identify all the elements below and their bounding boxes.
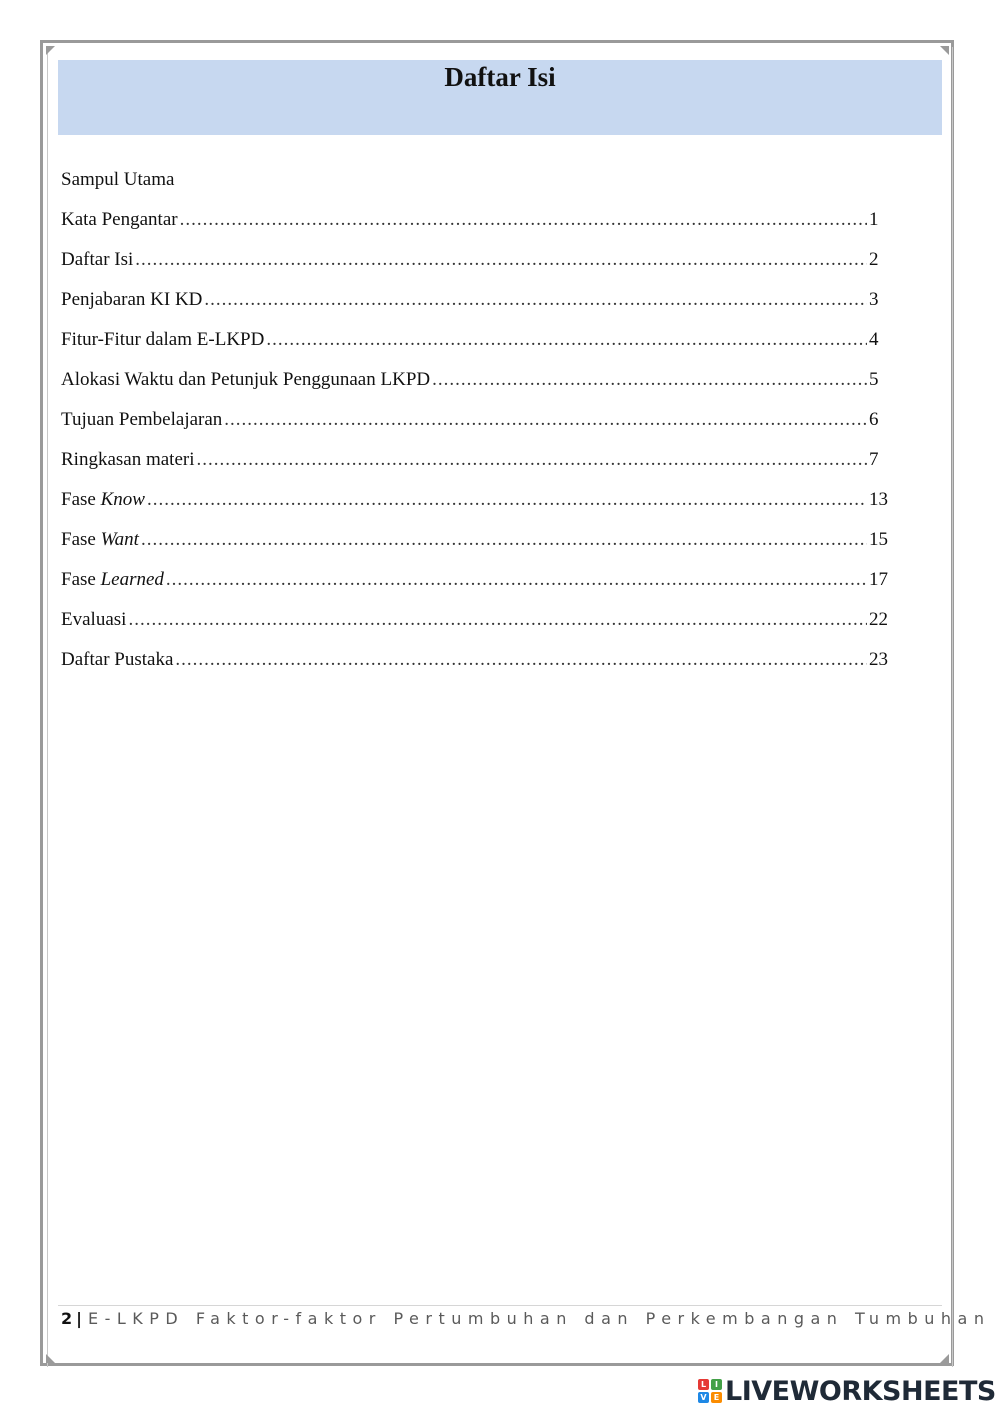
toc-entry-page-number: 4 — [869, 329, 879, 350]
toc-dot-leader — [180, 206, 867, 234]
toc-entry[interactable] — [61, 486, 891, 526]
toc-entry-page-number: 2 — [869, 249, 879, 270]
footer-divider — [58, 1305, 942, 1306]
toc-entry-page-number: 17 — [869, 569, 888, 590]
toc-entry[interactable] — [61, 406, 891, 446]
toc-entry-label-text: Ringkasan materi — [61, 449, 195, 470]
title-band — [58, 60, 942, 135]
footer-page-number: 2 — [61, 1309, 73, 1328]
toc-dot-leader — [147, 486, 867, 514]
toc-entry-label-text: Tujuan Pembelajaran — [61, 409, 223, 430]
toc-entry-label-italic: Learned — [100, 569, 164, 590]
toc-entry-page-number: 13 — [869, 489, 888, 510]
toc-entry-label — [61, 366, 430, 394]
toc-entry-label — [61, 606, 126, 634]
toc-entry[interactable] — [61, 646, 891, 686]
page-title: Daftar Isi — [444, 62, 556, 92]
toc-entry[interactable] — [61, 246, 891, 286]
toc-dot-leader — [175, 646, 867, 674]
toc-entry-label-text: Fase — [61, 529, 101, 550]
toc-entry-page-number: 1 — [869, 209, 879, 230]
toc-entry[interactable] — [61, 606, 891, 646]
toc-entry-label — [61, 326, 264, 354]
toc-dot-leader — [224, 406, 867, 434]
toc-entry-label — [61, 526, 139, 554]
toc-entry[interactable] — [61, 326, 891, 366]
toc-entry-label — [61, 406, 222, 434]
footer-document-title: E-LKPD Faktor-faktor Pertumbuhan dan Perkembangan Tumbuhan — [87, 1309, 991, 1328]
toc-dot-leader — [141, 526, 867, 554]
toc-entry[interactable] — [61, 526, 891, 566]
toc-entry-label — [61, 646, 173, 674]
corner-ornament-bottom-left — [46, 1354, 55, 1363]
toc-entry-page-number: 15 — [869, 529, 888, 550]
logo-tile: E — [711, 1392, 722, 1403]
page-footer — [61, 1309, 990, 1328]
toc-entry-page-number: 22 — [869, 609, 888, 630]
toc-entry-label — [61, 566, 164, 594]
toc-dot-leader — [204, 286, 867, 314]
toc-entry-label-italic: Know — [100, 489, 145, 510]
toc-entry-label — [61, 446, 195, 474]
toc-dot-leader — [432, 366, 867, 394]
toc-entry-label-text: Sampul Utama — [61, 169, 175, 190]
toc-entry-label — [61, 486, 145, 514]
toc-entry-label-italic: Want — [100, 529, 139, 550]
toc-entry[interactable] — [61, 286, 891, 326]
logo-tile: V — [698, 1392, 709, 1403]
toc-dot-leader — [197, 446, 868, 474]
toc-dot-leader — [166, 566, 867, 594]
toc-entry-label-text: Fitur-Fitur dalam E-LKPD — [61, 329, 265, 350]
logo-tile: L — [698, 1379, 709, 1390]
toc-entry[interactable] — [61, 206, 891, 246]
liveworksheets-logo-text: LIVEWORKSHEETS — [725, 1375, 996, 1407]
toc-dot-leader — [266, 326, 867, 354]
corner-ornament-bottom-right — [940, 1354, 949, 1363]
toc-entry-label — [61, 246, 133, 274]
toc-dot-leader — [128, 606, 867, 634]
toc-entry-label — [61, 286, 202, 314]
corner-ornament-top-left — [46, 46, 55, 55]
toc-entry-label-text: Fase — [61, 489, 101, 510]
toc-entry-page-number: 5 — [869, 369, 879, 390]
toc-dot-leader — [135, 246, 867, 274]
toc-entry[interactable] — [61, 166, 891, 206]
corner-ornament-top-right — [940, 46, 949, 55]
toc-entry[interactable] — [61, 366, 891, 406]
toc-entry-label-text: Daftar Pustaka — [61, 649, 174, 670]
toc-entry-label-text: Alokasi Waktu dan Petunjuk Penggunaan LKPD — [61, 369, 431, 390]
toc-entry-label-text: Daftar Isi — [61, 249, 134, 270]
footer-separator: | — [76, 1309, 82, 1328]
toc-entry-label — [61, 166, 174, 194]
toc-entry[interactable] — [61, 446, 891, 486]
toc-entry[interactable] — [61, 566, 891, 606]
liveworksheets-logo-icon — [698, 1379, 722, 1403]
logo-tile: I — [711, 1379, 722, 1390]
toc-entry-label-text: Evaluasi — [61, 609, 127, 630]
toc-entry-label — [61, 206, 178, 234]
toc-entry-page-number: 23 — [869, 649, 888, 670]
toc-entry-page-number: 3 — [869, 289, 879, 310]
toc-entry-label-text: Fase — [61, 569, 101, 590]
toc-entry-label-text: Kata Pengantar — [61, 209, 178, 230]
toc-entry-page-number: 7 — [869, 449, 879, 470]
toc-entry-page-number: 6 — [869, 409, 879, 430]
table-of-contents — [61, 166, 891, 686]
toc-entry-label-text: Penjabaran KI KD — [61, 289, 203, 310]
liveworksheets-logo[interactable] — [698, 1376, 996, 1406]
